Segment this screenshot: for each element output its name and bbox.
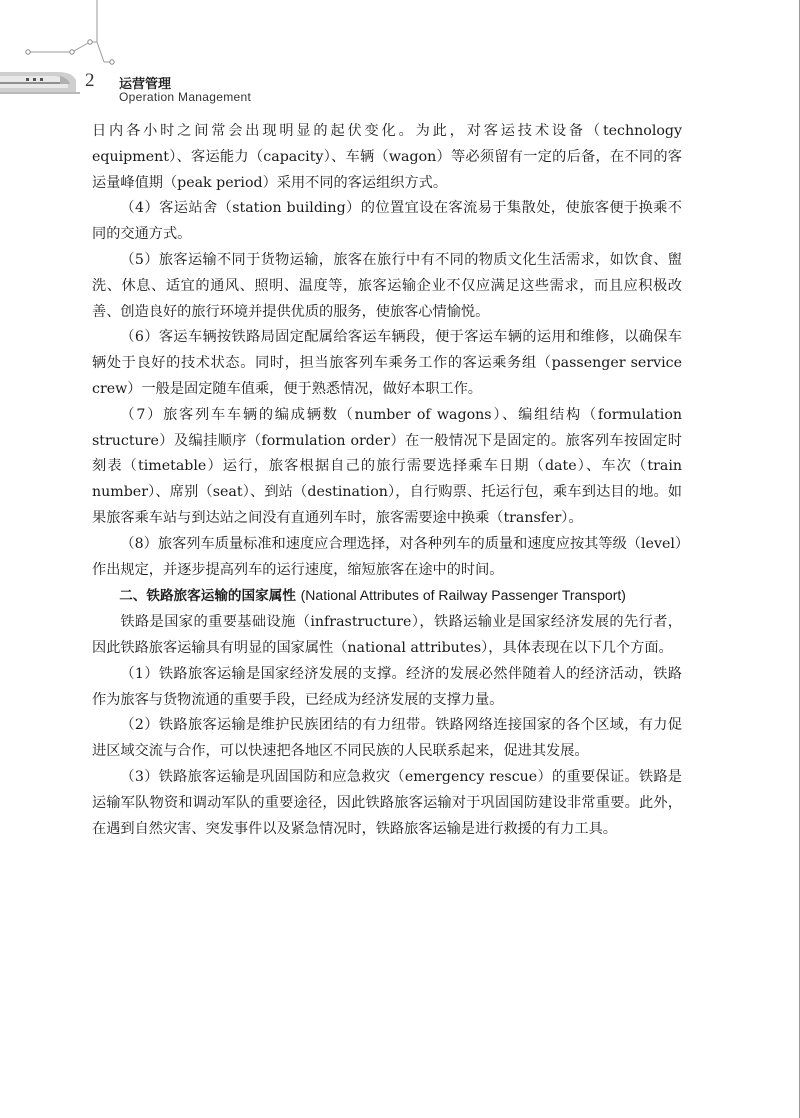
page-number: 2: [85, 70, 95, 91]
section-heading-en: (National Attributes of Railway Passenger Transport): [300, 587, 626, 604]
section-item-1: （1）铁路旅客运输是国家经济发展的支撑。经济的发展必然伴随着人的经济活动，铁路作为旅客与货物流通的重要手段，已经成为经济发展的支撑力量。: [92, 665, 682, 708]
paragraph-item-5: （5）旅客运输不同于货物运输，旅客在旅行中有不同的物质文化生活需求，如饮食、盥洗、休息、适宜的通风、照明、温度等，旅客运输企业不仅应满足这些需求，而且应积极改善、创造良好的旅行环境并提供优质的服务，使旅客心情愉悦。: [92, 251, 682, 320]
running-subtitle: Operation Management: [119, 90, 252, 104]
paragraph-item-8: （8）旅客列车质量标准和速度应合理选择，对各种列车的质量和速度应按其等级（level）作出规定，并逐步提高列车的运行速度，缩短旅客在途中的时间。: [92, 535, 682, 578]
section-heading-cn: 二、铁路旅客运输的国家属性: [119, 588, 296, 605]
paragraph-item-4: （4）客运站舍（station building）的位置宜设在客流易于集散处，使旅客便于换乘不同的交通方式。: [92, 200, 682, 243]
running-title: 运营管理: [119, 77, 172, 92]
page-body: [92, 119, 682, 842]
section-item-3: （3）铁路旅客运输是巩固国防和应急救灾（emergency rescue）的重要保证。铁路是运输军队物资和调动军队的重要途径，因此铁路旅客运输对于巩固国防建设非常重要。此外，在遇到自然灾害、突发事件以及紧急情况时，铁路旅客运输是进行救援的有力工具。: [92, 768, 682, 837]
section-heading: [92, 583, 682, 610]
section-intro: 铁路是国家的重要基础设施（infrastructure），铁路运输业是国家经济发展的先行者，因此铁路旅客运输具有明显的国家属性（national attributes），具体表现在以下几个方面。: [92, 614, 682, 656]
paragraph-continued: 日内各小时之间常会出现明显的起伏变化。为此，对客运技术设备（technology equipment）、客运能力（capacity）、车辆（wagon）等必须留有一定的后备，在不同的客运量峰值期（peak period）采用不同的客运组织方式。: [92, 123, 682, 191]
section-item-2: （2）铁路旅客运输是维护民族团结的有力纽带。铁路网络连接国家的各个区域，有力促进区域交流与合作，可以快速把各地区不同民族的人民联系起来，促进其发展。: [92, 717, 682, 760]
paragraph-item-6: （6）客运车辆按铁路局固定配属给客运车辆段，便于客运车辆的运用和维修，以确保车辆处于良好的技术状态。同时，担当旅客列车乘务工作的客运乘务组（passenger service crew）一般是固定随车值乘，便于熟悉情况，做好本职工作。: [92, 329, 682, 397]
paragraph-item-7: （7）旅客列车车辆的编成辆数（number of wagons）、编组结构（formulation structure）及编挂顺序（formulation order）在一般情况下是固定的。旅客列车按固定时刻表（timetable）运行，旅客根据自己的旅行需要选择乘车日期（date）、车次（train number）、席别（seat）、到站（destination），自行购票、托运行包，乘车到达目的地。如果旅客乘车站与到达站之间没有直通列车时，旅客需要途中换乘（transfer）。: [92, 406, 682, 526]
